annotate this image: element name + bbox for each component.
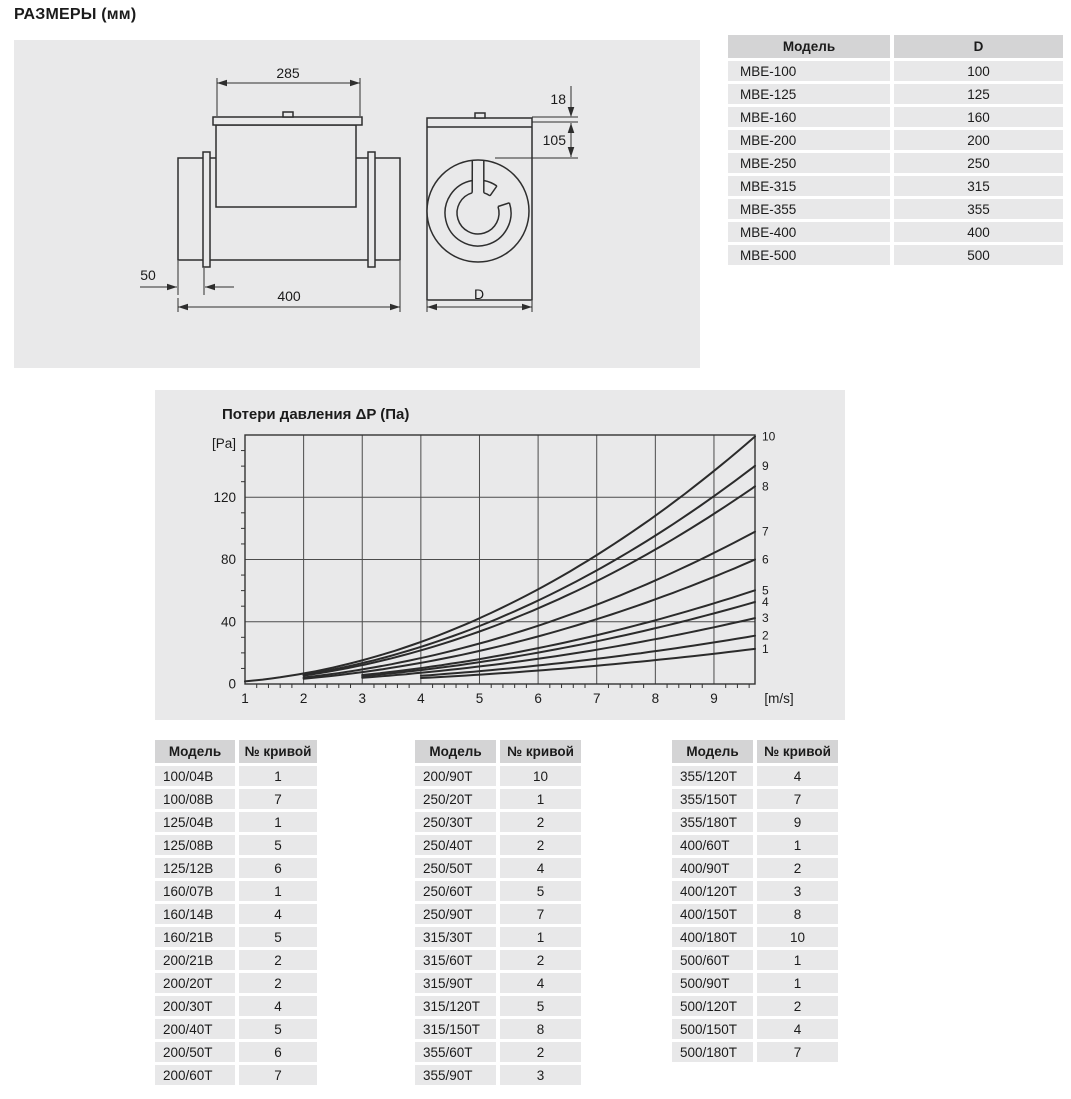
cell-curve: 4 <box>757 766 838 786</box>
table-row <box>415 973 581 993</box>
table-row <box>155 835 317 855</box>
chart-title: Потери давления ΔP (Па) <box>222 406 410 423</box>
cell-curve: 10 <box>500 766 581 786</box>
cell-model: 160/21В <box>155 927 235 947</box>
cell-curve: 5 <box>239 927 317 947</box>
cell-curve: 1 <box>239 812 317 832</box>
model-table-body <box>728 61 1063 265</box>
cell-curve: 5 <box>239 1019 317 1039</box>
table-row <box>672 835 838 855</box>
table-row <box>728 199 1063 219</box>
table-row <box>155 766 317 786</box>
cell-curve: 2 <box>500 835 581 855</box>
table-row <box>415 904 581 924</box>
cell-curve: 8 <box>500 1019 581 1039</box>
cell-curve: 8 <box>757 904 838 924</box>
cell-model: 100/04В <box>155 766 235 786</box>
cell-model: МВЕ-250 <box>728 153 890 173</box>
table-row <box>672 789 838 809</box>
table-row <box>415 789 581 809</box>
curve-label-2: 2 <box>762 628 769 643</box>
table-row <box>155 1065 317 1085</box>
header-model: Модель <box>415 740 496 763</box>
cell-model: 355/60Т <box>415 1042 496 1062</box>
cell-d: 200 <box>894 130 1063 150</box>
cell-model: 500/60Т <box>672 950 753 970</box>
curve-table-2-body <box>415 766 581 1085</box>
table-row <box>415 835 581 855</box>
table-row <box>672 996 838 1016</box>
cell-curve: 7 <box>239 789 317 809</box>
table-row <box>672 927 838 947</box>
table-row <box>155 1019 317 1039</box>
cell-model: 315/90Т <box>415 973 496 993</box>
cell-model: 200/40Т <box>155 1019 235 1039</box>
curve-table-1-body <box>155 766 317 1085</box>
model-diameter-table <box>728 32 1063 268</box>
cell-curve: 1 <box>500 789 581 809</box>
table-row <box>415 812 581 832</box>
x-tick-label: 4 <box>417 691 425 706</box>
dim-total-length: 400 <box>277 288 301 304</box>
cell-model: 500/120Т <box>672 996 753 1016</box>
dimension-drawing-panel <box>14 40 700 368</box>
dim-inlet-offset: 50 <box>140 267 156 283</box>
table-row <box>672 858 838 878</box>
x-tick-label: 1 <box>241 691 249 706</box>
cell-curve: 2 <box>757 996 838 1016</box>
cell-model: 400/90Т <box>672 858 753 878</box>
table-row <box>728 245 1063 265</box>
table-row <box>155 789 317 809</box>
cell-model: 200/20Т <box>155 973 235 993</box>
cell-model: МВЕ-315 <box>728 176 890 196</box>
table-row <box>415 1065 581 1085</box>
cell-model: 315/60Т <box>415 950 496 970</box>
cell-model: 200/21В <box>155 950 235 970</box>
cell-curve: 2 <box>500 812 581 832</box>
dim-box-width: 285 <box>276 65 300 81</box>
cell-model: 100/08В <box>155 789 235 809</box>
table-row <box>728 176 1063 196</box>
cell-model: 400/180Т <box>672 927 753 947</box>
table-row <box>672 1042 838 1062</box>
cell-curve: 10 <box>757 927 838 947</box>
cell-curve: 2 <box>239 973 317 993</box>
terminal-box-lid <box>213 117 362 125</box>
table-row <box>672 812 838 832</box>
cell-d: 315 <box>894 176 1063 196</box>
table-row <box>672 766 838 786</box>
cell-model: 355/150Т <box>672 789 753 809</box>
cell-curve: 1 <box>757 973 838 993</box>
table-row <box>415 996 581 1016</box>
cell-model: 200/50Т <box>155 1042 235 1062</box>
table-row <box>415 858 581 878</box>
table-row <box>415 1019 581 1039</box>
cell-curve: 9 <box>757 812 838 832</box>
table-header-row <box>728 35 1063 58</box>
cell-model: 160/07В <box>155 881 235 901</box>
cell-curve: 4 <box>239 904 317 924</box>
cell-model: МВЕ-125 <box>728 84 890 104</box>
cell-model: 400/120Т <box>672 881 753 901</box>
table-row <box>728 84 1063 104</box>
cell-model: 200/60Т <box>155 1065 235 1085</box>
table-row <box>672 973 838 993</box>
cell-model: 500/90Т <box>672 973 753 993</box>
cell-model: МВЕ-355 <box>728 199 890 219</box>
table-row <box>728 61 1063 81</box>
curve-label-8: 8 <box>762 479 769 494</box>
table-row <box>155 904 317 924</box>
x-tick-label: 5 <box>475 691 484 706</box>
y-tick-label: 0 <box>228 676 236 692</box>
curve-label-5: 5 <box>762 583 769 598</box>
cell-curve: 1 <box>239 881 317 901</box>
header-d: D <box>894 35 1063 58</box>
table-row <box>155 973 317 993</box>
table-row <box>155 950 317 970</box>
x-tick-label: 8 <box>651 691 660 706</box>
x-tick-label: 2 <box>299 691 308 706</box>
y-tick-label: 120 <box>213 489 236 505</box>
flange-left <box>203 152 210 267</box>
table-row <box>728 130 1063 150</box>
y-tick-label: 80 <box>220 552 236 567</box>
table-header-row <box>415 740 581 763</box>
curve-label-6: 6 <box>762 552 769 567</box>
cell-model: 355/180Т <box>672 812 753 832</box>
duct-heater-drawing <box>14 40 700 368</box>
cell-model: 355/90Т <box>415 1065 496 1085</box>
curve-10 <box>245 437 755 682</box>
dim-lid-height: 18 <box>550 91 566 107</box>
table-row <box>672 881 838 901</box>
cell-model: 400/60Т <box>672 835 753 855</box>
cell-model: 250/90Т <box>415 904 496 924</box>
table-row <box>672 904 838 924</box>
table-header-row <box>155 740 317 763</box>
cell-curve: 2 <box>757 858 838 878</box>
cell-model: 315/30Т <box>415 927 496 947</box>
x-axis-unit: [m/s] <box>764 691 794 706</box>
curve-label-4: 4 <box>762 594 769 609</box>
cell-curve: 7 <box>757 1042 838 1062</box>
cell-model: 125/12В <box>155 858 235 878</box>
cell-d: 500 <box>894 245 1063 265</box>
cell-curve: 4 <box>239 996 317 1016</box>
cell-curve: 7 <box>239 1065 317 1085</box>
header-curve: № кривой <box>757 740 838 763</box>
cell-curve: 1 <box>239 766 317 786</box>
cell-curve: 6 <box>239 858 317 878</box>
cell-curve: 2 <box>500 1042 581 1062</box>
cell-curve: 1 <box>757 835 838 855</box>
cell-model: 315/120Т <box>415 996 496 1016</box>
table-row <box>728 107 1063 127</box>
header-curve: № кривой <box>500 740 581 763</box>
pressure-loss-chart <box>155 390 845 720</box>
x-tick-label: 9 <box>710 691 718 706</box>
cell-model: 200/30Т <box>155 996 235 1016</box>
y-axis-unit: [Pa] <box>211 436 236 451</box>
cell-model: 160/14В <box>155 904 235 924</box>
header-curve: № кривой <box>239 740 317 763</box>
x-tick-label: 7 <box>592 691 601 706</box>
header-model: Модель <box>155 740 235 763</box>
x-tick-label: 3 <box>358 691 366 706</box>
curve-label-7: 7 <box>762 524 769 539</box>
table-row <box>415 1042 581 1062</box>
end-view-handle <box>475 113 485 118</box>
header-model: Модель <box>672 740 753 763</box>
cell-model: МВЕ-500 <box>728 245 890 265</box>
table-row <box>728 222 1063 242</box>
flange-right <box>368 152 375 267</box>
table-row <box>415 950 581 970</box>
cell-curve: 6 <box>239 1042 317 1062</box>
table-row <box>728 153 1063 173</box>
cell-model: МВЕ-160 <box>728 107 890 127</box>
lid-handle <box>283 112 293 117</box>
curve-label-1: 1 <box>762 641 769 656</box>
cell-model: МВЕ-200 <box>728 130 890 150</box>
cell-model: 125/08В <box>155 835 235 855</box>
curve-label-9: 9 <box>762 458 769 473</box>
curve-table-3 <box>672 737 838 1065</box>
cell-curve: 2 <box>239 950 317 970</box>
cell-curve: 2 <box>500 950 581 970</box>
cell-d: 355 <box>894 199 1063 219</box>
cell-model: 500/180Т <box>672 1042 753 1062</box>
cell-d: 400 <box>894 222 1063 242</box>
table-row <box>672 1019 838 1039</box>
table-header-row <box>672 740 838 763</box>
cell-curve: 5 <box>239 835 317 855</box>
cell-model: 250/20Т <box>415 789 496 809</box>
page-title: РАЗМЕРЫ (мм) <box>14 6 137 23</box>
header-model: Модель <box>728 35 890 58</box>
table-row <box>155 927 317 947</box>
cell-model: 125/04В <box>155 812 235 832</box>
cell-curve: 5 <box>500 996 581 1016</box>
cell-curve: 4 <box>757 1019 838 1039</box>
curve-table-1 <box>155 737 317 1088</box>
cell-model: 500/150Т <box>672 1019 753 1039</box>
cell-curve: 3 <box>757 881 838 901</box>
cell-curve: 1 <box>500 927 581 947</box>
curve-table-2 <box>415 737 581 1088</box>
table-row <box>155 881 317 901</box>
cell-model: МВЕ-100 <box>728 61 890 81</box>
y-tick-label: 40 <box>220 614 236 630</box>
table-row <box>155 1042 317 1062</box>
cell-curve: 3 <box>500 1065 581 1085</box>
x-tick-label: 6 <box>534 691 542 706</box>
cell-model: 250/60Т <box>415 881 496 901</box>
cell-model: 200/90Т <box>415 766 496 786</box>
table-row <box>415 766 581 786</box>
table-row <box>672 950 838 970</box>
dim-box-height: 105 <box>542 132 566 148</box>
cell-d: 160 <box>894 107 1063 127</box>
cell-d: 250 <box>894 153 1063 173</box>
curve-table-3-body <box>672 766 838 1062</box>
cell-curve: 7 <box>500 904 581 924</box>
cell-model: 250/30Т <box>415 812 496 832</box>
cell-model: 250/40Т <box>415 835 496 855</box>
pressure-loss-chart-panel <box>155 390 845 720</box>
cell-model: 315/150Т <box>415 1019 496 1039</box>
cell-model: 400/150Т <box>672 904 753 924</box>
cell-curve: 5 <box>500 881 581 901</box>
curve-label-3: 3 <box>762 611 769 626</box>
cell-d: 100 <box>894 61 1063 81</box>
curve-label-10: 10 <box>762 429 776 444</box>
table-row <box>155 858 317 878</box>
cell-curve: 4 <box>500 858 581 878</box>
table-row <box>155 812 317 832</box>
cell-d: 125 <box>894 84 1063 104</box>
dim-duct-diameter: D <box>473 286 485 302</box>
cell-curve: 1 <box>757 950 838 970</box>
cell-curve: 7 <box>757 789 838 809</box>
cell-model: 250/50Т <box>415 858 496 878</box>
cell-curve: 4 <box>500 973 581 993</box>
cell-model: МВЕ-400 <box>728 222 890 242</box>
table-row <box>415 927 581 947</box>
terminal-box <box>216 125 356 207</box>
cell-model: 355/120Т <box>672 766 753 786</box>
table-row <box>415 881 581 901</box>
table-row <box>155 996 317 1016</box>
